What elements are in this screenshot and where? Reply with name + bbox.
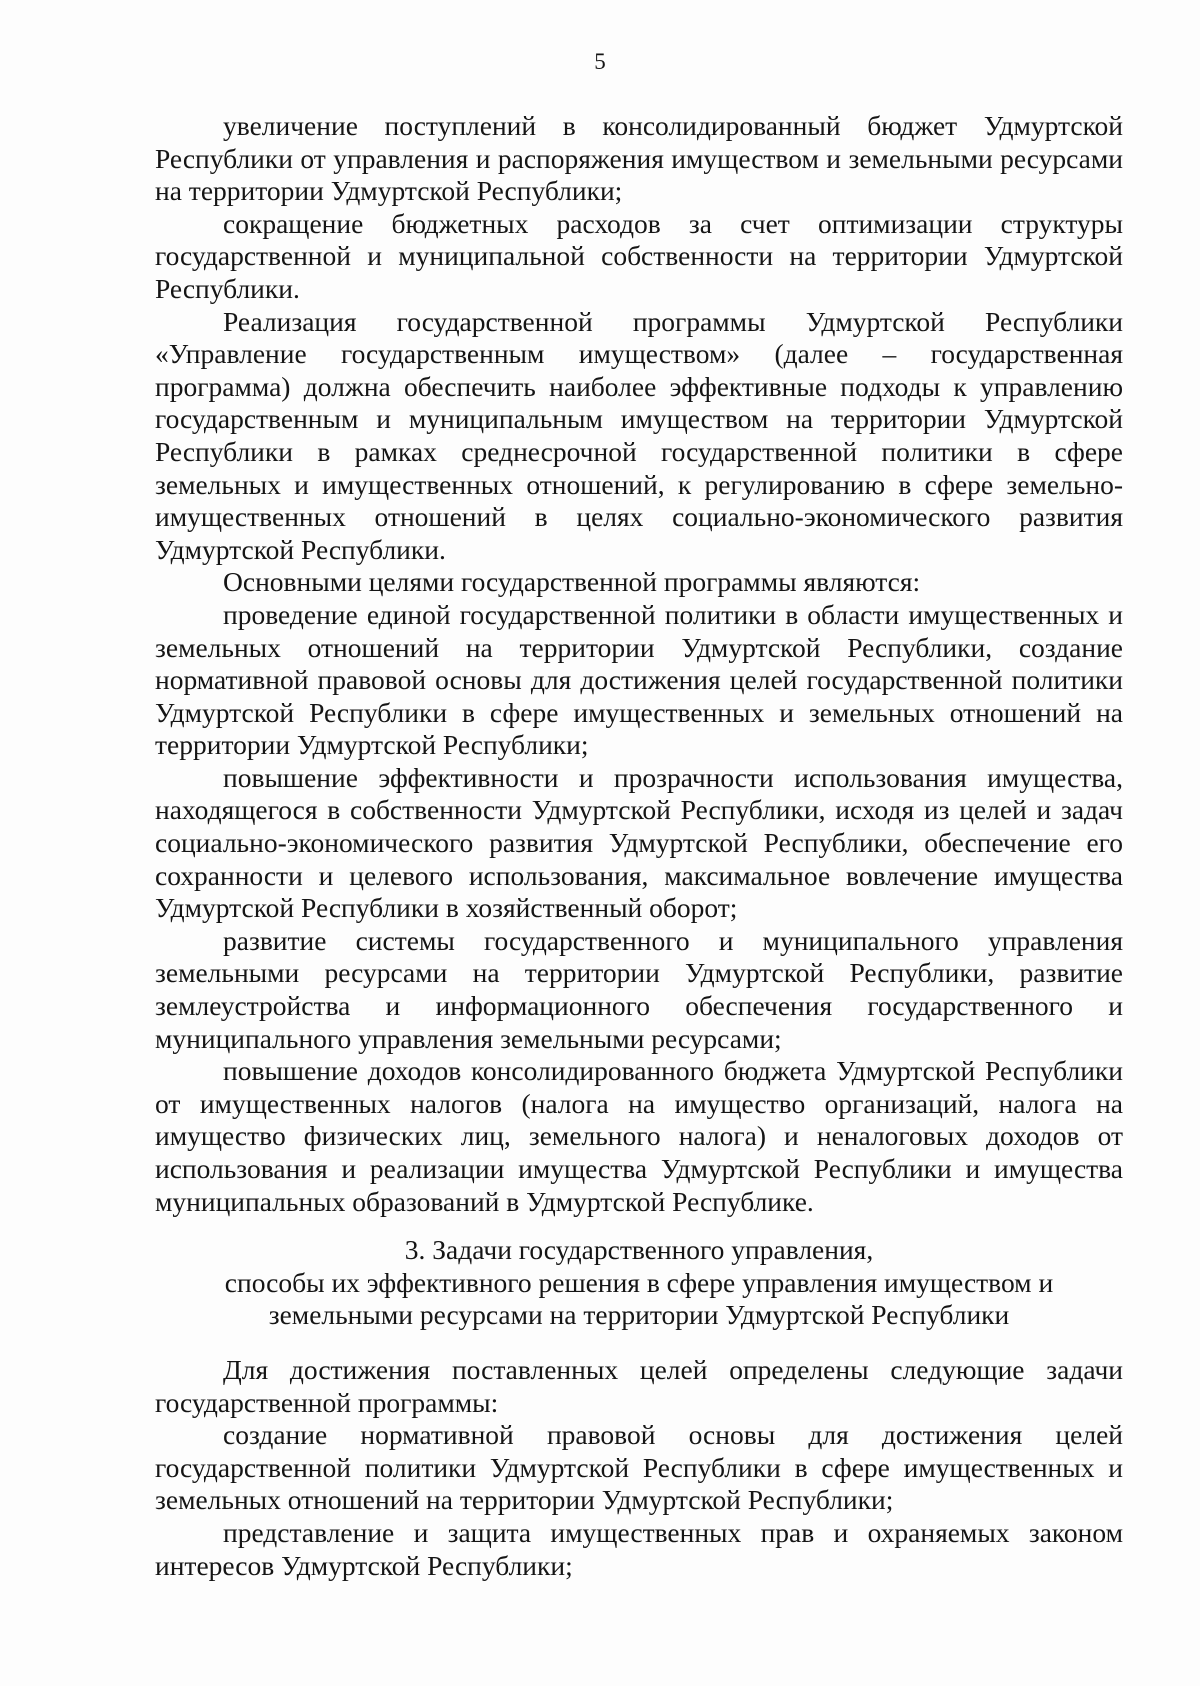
paragraph-budget-revenue-increase: увеличение поступлений в консолидированный бюджет Удмуртской Республики от управления и распоряжения имуществом и земельными ресурсами на территории Удмуртской Республики; — [155, 110, 1123, 207]
paragraph-tasks-intro: Для достижения поставленных целей определены следующие задачи государственной программы: — [155, 1353, 1123, 1418]
paragraph-goal-property-efficiency: повышение эффективности и прозрачности использования имущества, находящегося в собственности Удмуртской Республики, исходя из целей и задач социально-экономического развития Удмуртской Республики, обеспечение его сохранности и целевого использования, максимальное вовлечение имущества Удмуртской Республики в хозяйственный оборот; — [155, 761, 1123, 924]
paragraph-task-rights-protection: представление и защита имущественных прав и охраняемых законом интересов Удмуртской Республики; — [155, 1516, 1123, 1581]
page-number: 5 — [594, 49, 606, 74]
section-heading-line-1: 3. Задачи государственного управления, — [404, 1234, 874, 1266]
paragraph-program-implementation: Реализация государственной программы Удмуртской Республики «Управление государственным имуществом» (далее – государственная программа) должна обеспечить наиболее эффективные подходы к управлению государственным и муниципальным имуществом на территории Удмуртской Республики в рамках среднесрочной государственной политики в сфере земельных и имущественных отношений, к регулированию в сфере земельно-имущественных отношений в целях социально-экономического развития Удмуртской Республики. — [155, 305, 1123, 565]
paragraph-task-legal-basis: создание нормативной правовой основы для достижения целей государственной политики Удмуртской Республики в сфере имущественных и земельных отношений на территории Удмуртской Республики; — [155, 1419, 1123, 1516]
section-heading — [155, 1234, 1123, 1332]
paragraph-goal-revenue-increase: повышение доходов консолидированного бюджета Удмуртской Республики от имущественных налогов (налога на имущество организаций, налога на имущество физических лиц, земельного налога) и неналоговых доходов от использования и реализации имущества Удмуртской Республики и имущества муниципальных образований в Удмуртской Республике. — [155, 1055, 1123, 1217]
paragraph-budget-expense-reduction: сокращение бюджетных расходов за счет оптимизации структуры государственной и муниципальной собственности на территории Удмуртской Республики. — [155, 207, 1123, 304]
document-body — [155, 110, 1123, 1582]
section-heading-line-3: земельными ресурсами на территории Удмуртской Республики — [268, 1299, 1010, 1331]
paragraph-program-goals-intro: Основными целями государственной программы являются: — [223, 566, 921, 598]
paragraph-goal-unified-policy: проведение единой государственной политики в области имущественных и земельных отношений на территории Удмуртской Республики, создание нормативной правовой основы для достижения целей государственной политики Удмуртской Республики в сфере имущественных и земельных отношений на территории Удмуртской Республики; — [155, 598, 1123, 761]
paragraph-goal-land-management: развитие системы государственного и муниципального управления земельными ресурсами на территории Удмуртской Республики, развитие землеустройства и информационного обеспечения государственного и муниципального управления земельными ресурсами; — [155, 924, 1123, 1054]
section-heading-line-2: способы их эффективного решения в сфере управления имуществом и — [224, 1266, 1054, 1298]
